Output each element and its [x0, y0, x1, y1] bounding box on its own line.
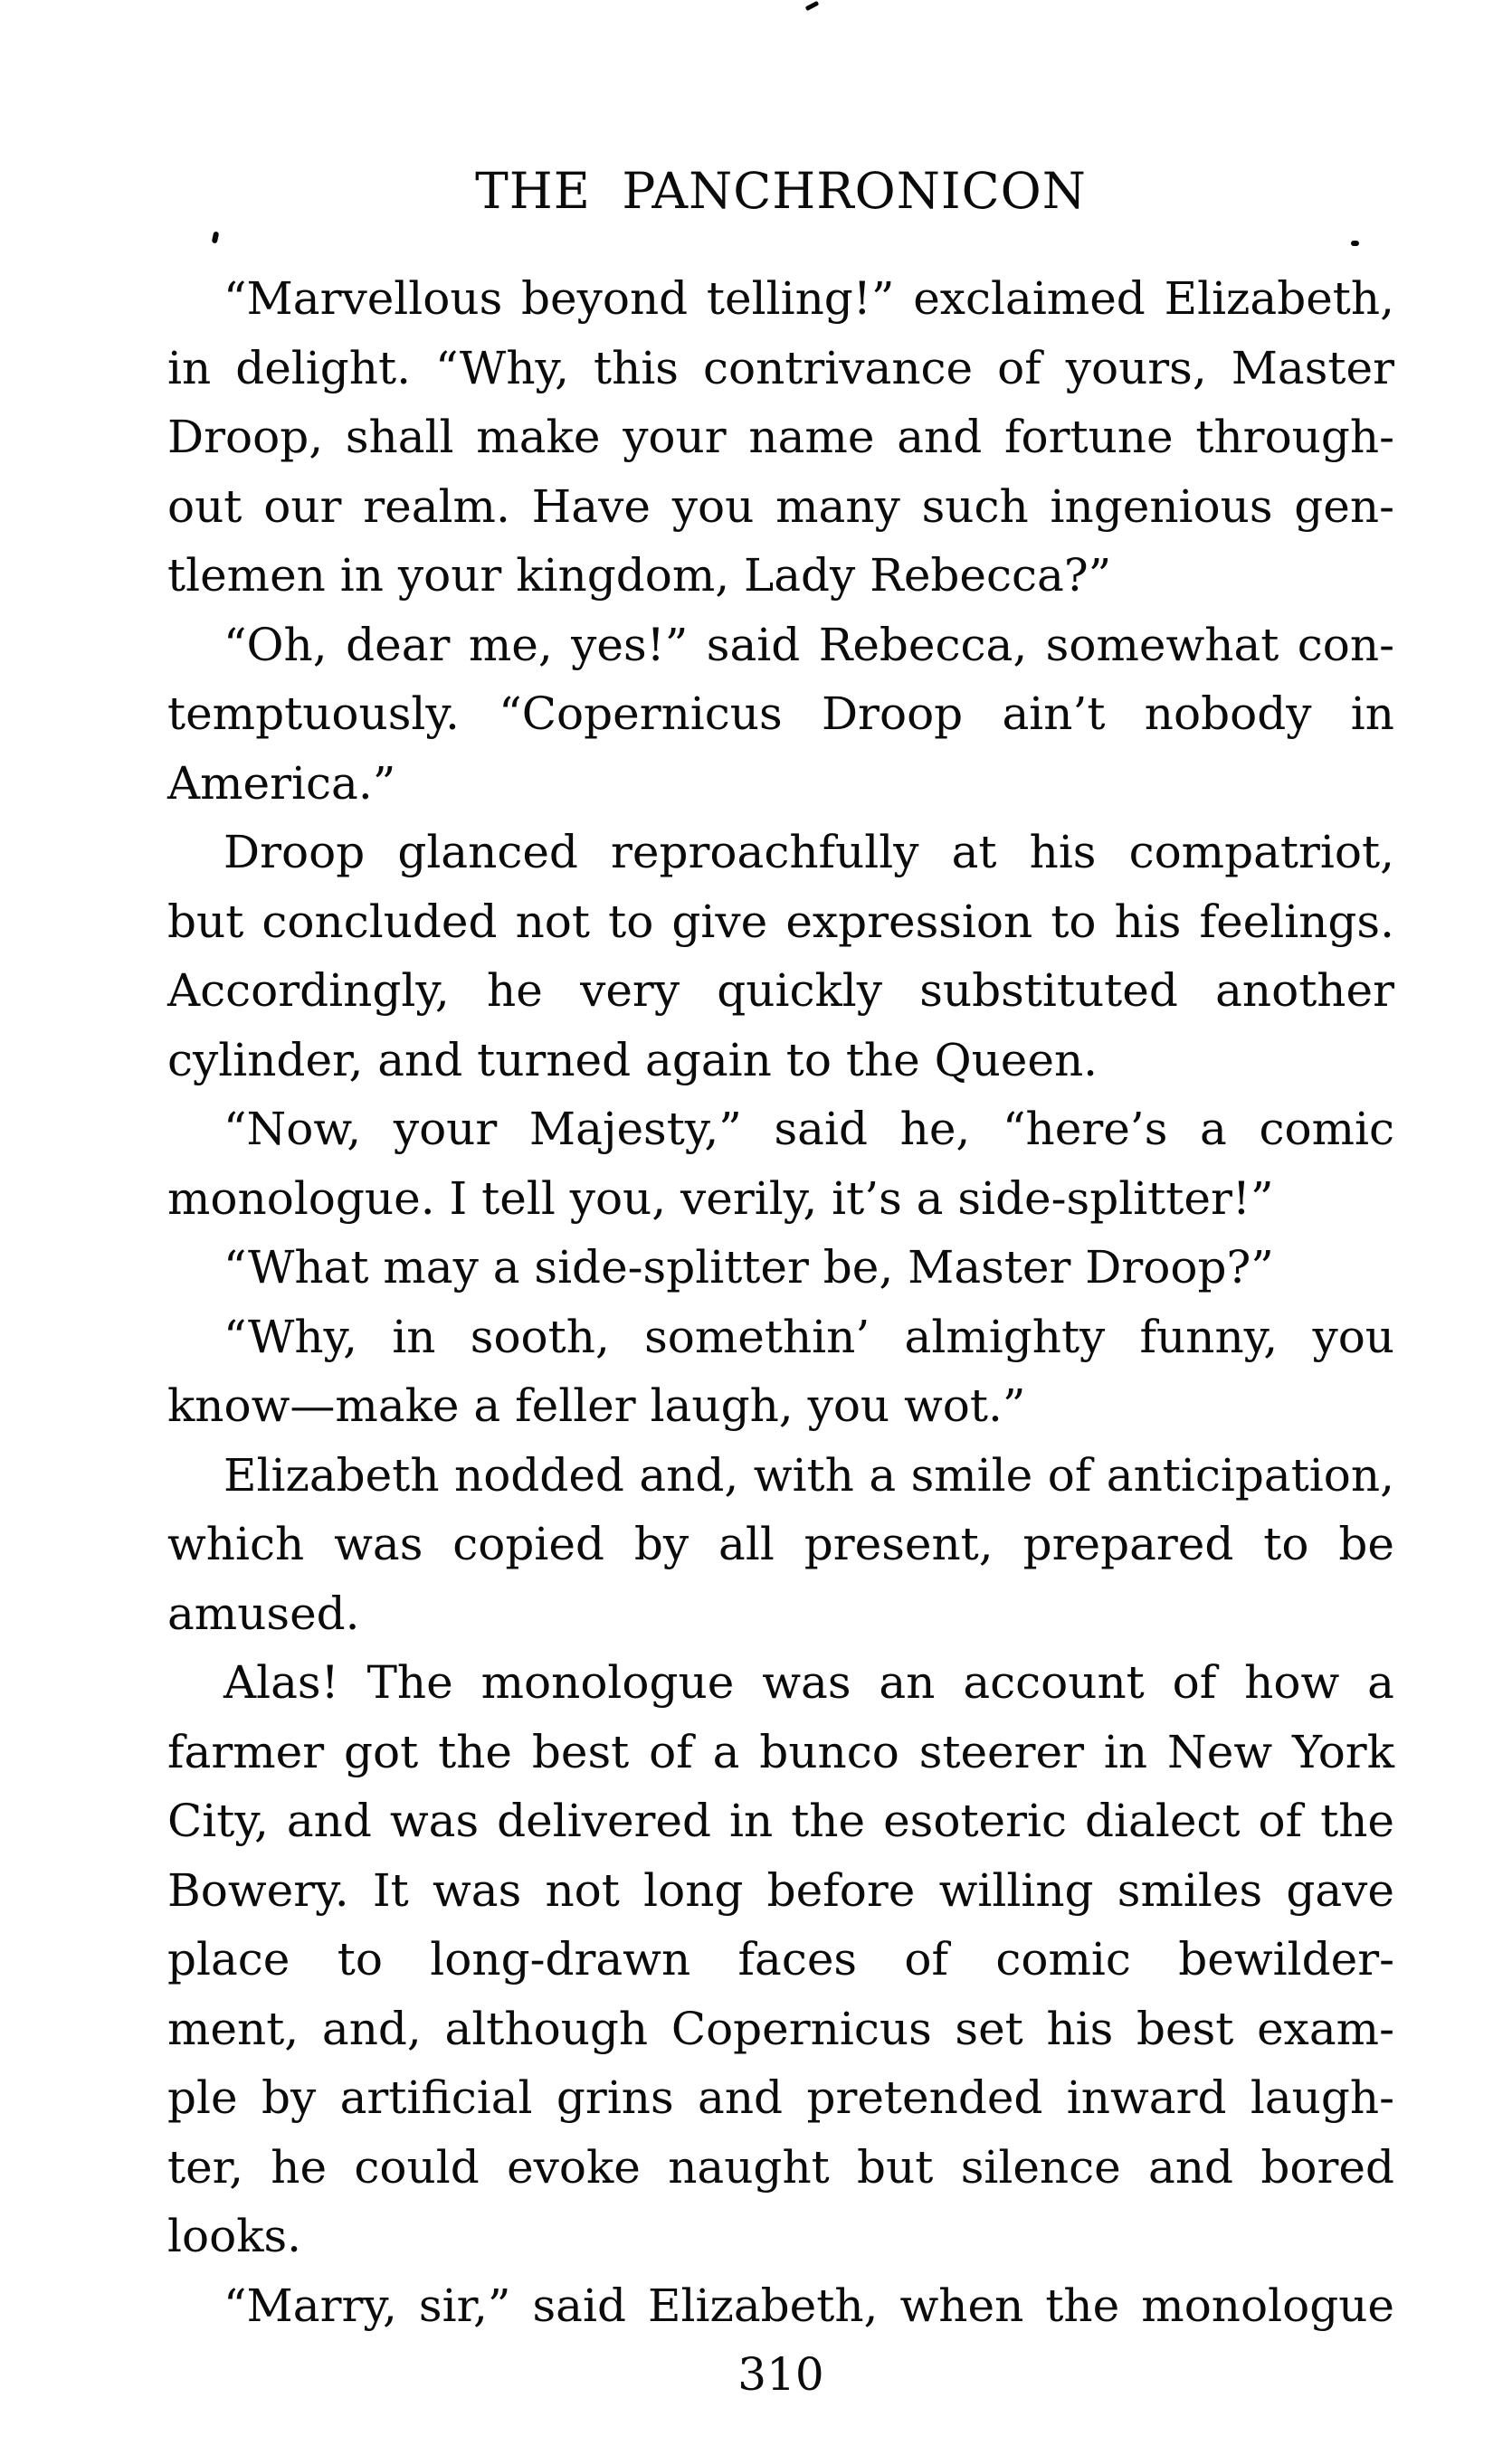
text-line: know—make a feller laugh, you wot.” [167, 1379, 1026, 1432]
text-line: farmer got the best of a bunco steerer in New York [167, 1725, 1394, 1778]
text-line: Alas! The monologue was an account of how a [223, 1656, 1394, 1709]
text-line: looks. [167, 2210, 302, 2262]
text-line: cylinder, and turned again to the Queen. [167, 1033, 1098, 1086]
text-line: “Marry, sir,” said Elizabeth, when the monologue [223, 2279, 1394, 2332]
text-line: Accordingly, he very quickly substituted another [167, 964, 1394, 1017]
text-line: temptuously. “Copernicus Droop ain’t nobody in [167, 687, 1394, 740]
text-line: America.” [167, 756, 396, 810]
body-text-block [167, 264, 1394, 2410]
text-line: monologue. I tell you, verily, it’s a side-splitter!” [167, 1171, 1274, 1225]
body-lines [167, 264, 1394, 2340]
text-line: ment, and, although Copernicus set his best exam- [167, 2002, 1394, 2055]
text-line: Bowery. It was not long before willing smiles gave [167, 1863, 1394, 1917]
page-number: 310 [737, 2348, 824, 2401]
text-line: amused. [167, 1587, 360, 1640]
text-line: “Marvellous beyond telling!” exclaimed Elizabeth, [223, 272, 1394, 325]
text-line: Droop glanced reproachfully at his compatriot, [223, 826, 1394, 878]
text-line: Droop, shall make your name and fortune through- [167, 411, 1394, 463]
text-line: place to long-drawn faces of comic bewilder- [167, 1933, 1394, 1985]
scan-speck-left [212, 232, 220, 244]
text-line: ple by artificial grins and pretended inward laugh- [167, 2071, 1394, 2124]
text-line: ter, he could evoke naught but silence and bored [167, 2140, 1394, 2194]
text-line: out our realm. Have you many such ingenious gen- [167, 479, 1394, 533]
text-line: which was copied by all present, prepared to be [167, 1518, 1394, 1570]
text-line: Elizabeth nodded and, with a smile of anticipation, [223, 1448, 1394, 1502]
running-header: THE PANCHRONICON [475, 162, 1087, 220]
text-line: “Now, your Majesty,” said he, “here’s a comic [223, 1103, 1394, 1155]
text-line: but concluded not to give expression to his feelings. [167, 895, 1394, 948]
text-line: City, and was delivered in the esoteric dialect of the [167, 1795, 1394, 1847]
text-line: “Oh, dear me, yes!” said Rebecca, somewhat con- [223, 618, 1394, 671]
text-line: in delight. “Why, this contrivance of yours, Master [167, 341, 1394, 394]
scan-speck-top [805, 1, 820, 11]
text-line: “What may a side-splitter be, Master Droop?” [223, 1241, 1274, 1294]
scan-speck-right [1351, 241, 1359, 246]
text-line: tlemen in your kingdom, Lady Rebecca?” [167, 549, 1112, 602]
text-line: “Why, in sooth, somethin’ almighty funny, you [223, 1310, 1394, 1363]
